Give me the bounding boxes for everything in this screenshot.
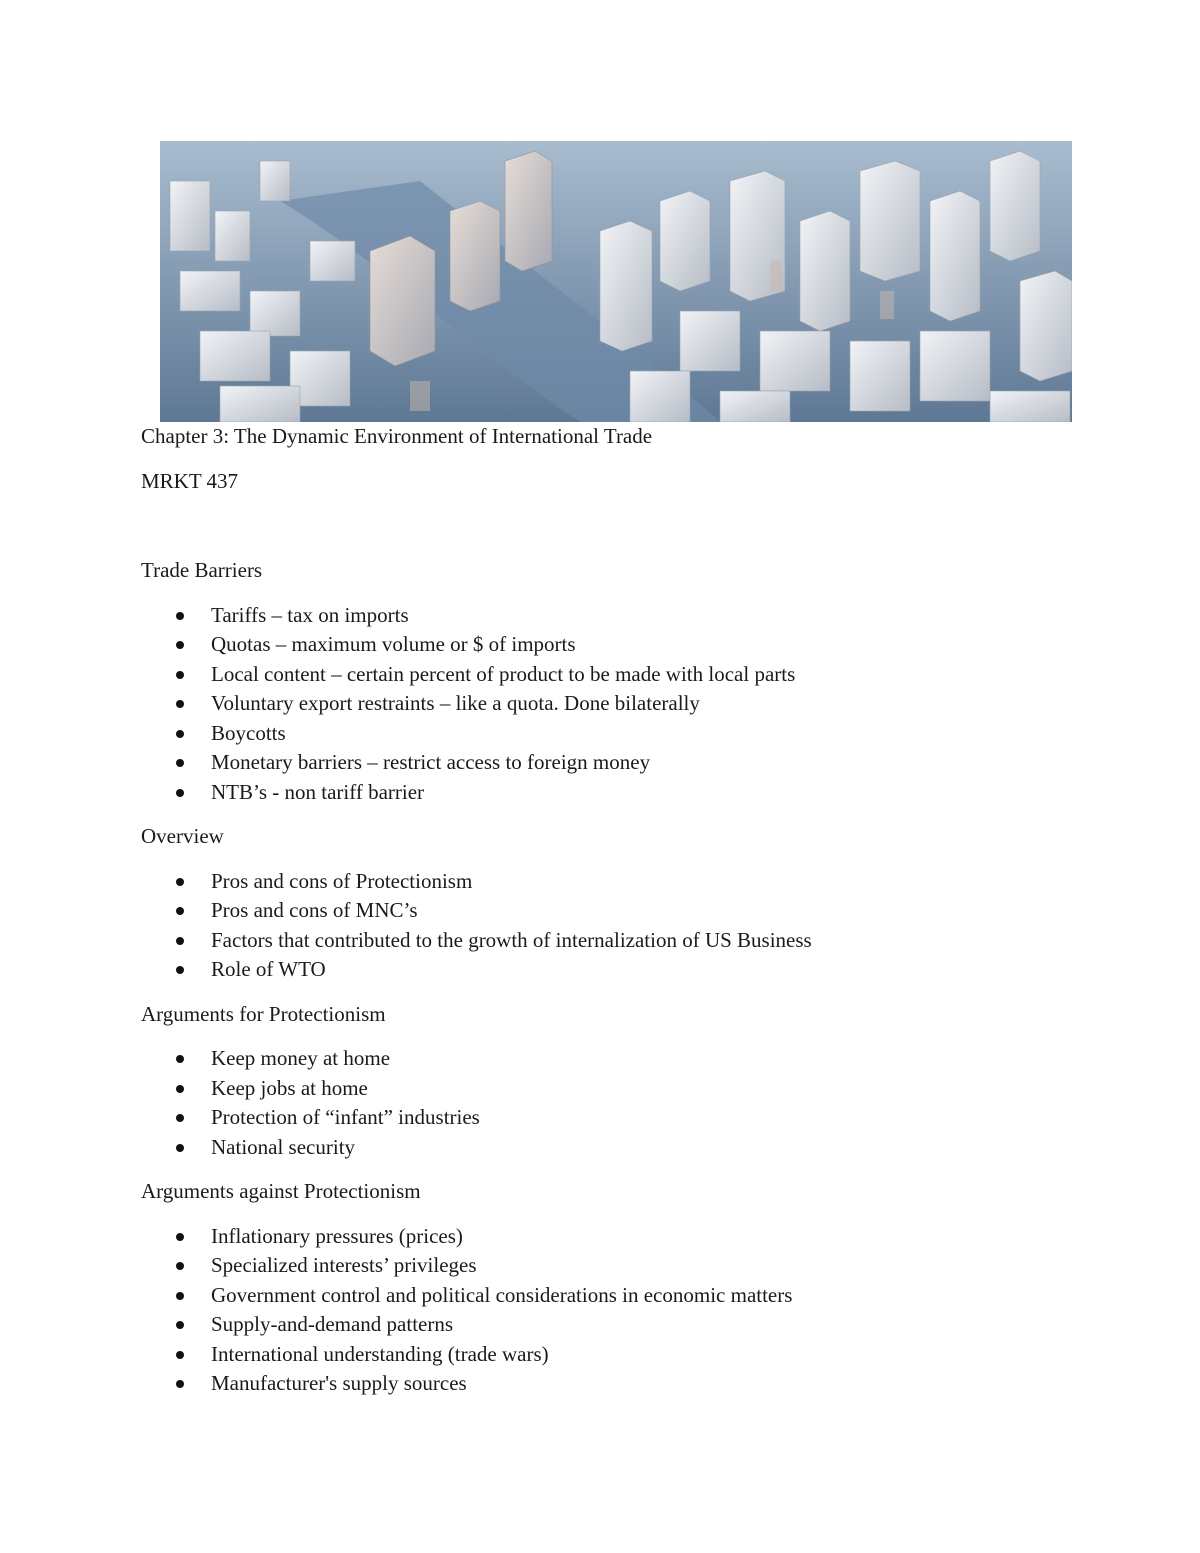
bullet-icon (176, 966, 184, 974)
list-item: Keep money at home (141, 1044, 1101, 1074)
bullet-icon (176, 641, 184, 649)
list-item: Role of WTO (141, 955, 1101, 985)
bullet-icon (176, 671, 184, 679)
list-item: International understanding (trade wars) (141, 1340, 1101, 1370)
bullet-icon (176, 700, 184, 708)
list-item: Supply-and-demand patterns (141, 1310, 1101, 1340)
course-code: MRKT 437 (141, 468, 239, 493)
bullet-icon (176, 937, 184, 945)
bullet-icon (176, 730, 184, 738)
bullet-icon (176, 1233, 184, 1241)
bullet-icon (176, 789, 184, 797)
list-item: Boycotts (141, 719, 1101, 749)
bullet-list-overview (141, 867, 1101, 985)
bullet-icon (176, 1321, 184, 1329)
list-item: Manufacturer's supply sources (141, 1369, 1101, 1399)
list-item: Protection of “infant” industries (141, 1103, 1101, 1133)
bullet-icon (176, 1114, 184, 1122)
list-item: Factors that contributed to the growth of internalization of US Business (141, 926, 1101, 956)
section-heading-arguments-for: Arguments for Protectionism (141, 1001, 386, 1026)
list-item: National security (141, 1133, 1101, 1163)
bullet-icon (176, 612, 184, 620)
list-item: Keep jobs at home (141, 1074, 1101, 1104)
bullet-list-arguments-against (141, 1222, 1101, 1399)
list-item: Pros and cons of MNC’s (141, 896, 1101, 926)
bullet-list-trade-barriers (141, 601, 1101, 808)
bullet-icon (176, 1262, 184, 1270)
list-item: Tariffs – tax on imports (141, 601, 1101, 631)
document-title: Chapter 3: The Dynamic Environment of International Trade (141, 424, 653, 448)
list-item: Inflationary pressures (prices) (141, 1222, 1101, 1252)
bullet-icon (176, 759, 184, 767)
banner-image (160, 141, 1072, 422)
bullet-icon (176, 1144, 184, 1152)
list-item: Voluntary export restraints – like a quota. Done bilaterally (141, 689, 1101, 719)
section-heading-overview: Overview (141, 824, 224, 848)
list-item: Monetary barriers – restrict access to foreign money (141, 748, 1101, 778)
list-item: Quotas – maximum volume or $ of imports (141, 630, 1101, 660)
bullet-list-arguments-for (141, 1044, 1101, 1162)
list-item: Specialized interests’ privileges (141, 1251, 1101, 1281)
bullet-icon (176, 1292, 184, 1300)
section-heading-trade-barriers: Trade Barriers (141, 558, 263, 582)
list-item: Local content – certain percent of product to be made with local parts (141, 660, 1101, 690)
section-heading-arguments-against: Arguments against Protectionism (141, 1179, 421, 1203)
list-item: NTB’s - non tariff barrier (141, 778, 1101, 808)
list-item: Government control and political considerations in economic matters (141, 1281, 1101, 1311)
document-body (141, 422, 1101, 1399)
bullet-icon (176, 878, 184, 886)
bullet-icon (176, 907, 184, 915)
bullet-icon (176, 1085, 184, 1093)
list-item: Pros and cons of Protectionism (141, 867, 1101, 897)
bullet-icon (176, 1351, 184, 1359)
bullet-icon (176, 1055, 184, 1063)
bullet-icon (176, 1380, 184, 1388)
